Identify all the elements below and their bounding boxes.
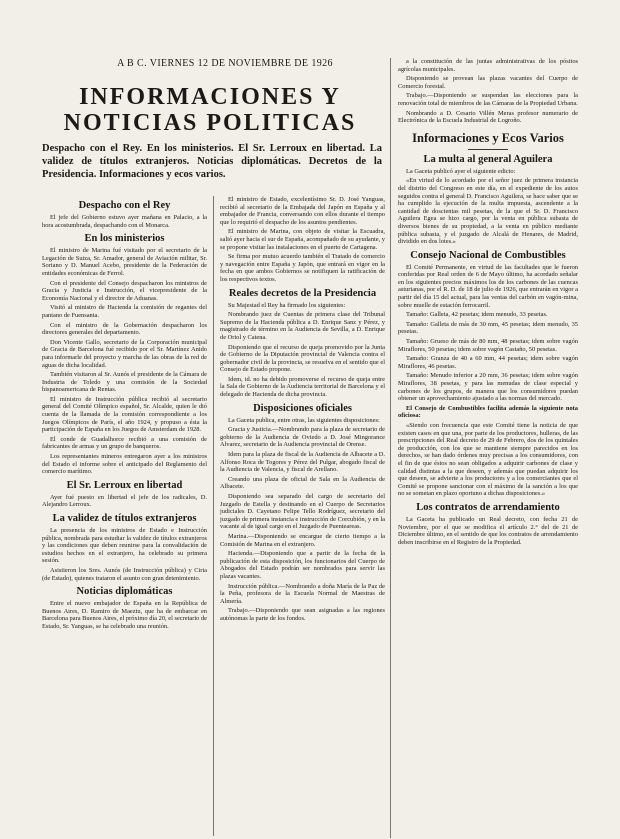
paragraph: Entre el nuevo embajador de España en la República de Buenos Aires, D. Ramiro de Maeztu, que ha de embarcar en Barcelona para Buenos Aires, el próximo día 20, el secretario de Estado, Sr. Yanguas, se ha celebrado una reunión. (42, 600, 207, 630)
paragraph: a la constitución de las juntas administrativas de los pósitos agrícolas municipales. (398, 58, 578, 73)
paragraph: La Gaceta publicó ayer el siguiente edicto: (406, 167, 516, 175)
paragraph: Disponiendo que el recurso de queja promovido por la Junta de Gobierno de la Diputación provincial de Valencia contra el gobernador civil de la provincia, se resuelva en el sentido que el Consejo de Estado propone. (220, 343, 385, 374)
paragraph: Se firma por mutuo acuerdo también el Tratado de comercio y navegación entre España y Japón, que entrará en vigor en la fecha en que ambos Gobiernos se notifiquen la ratificación de los respectivos textos. (220, 253, 385, 283)
paragraph: Disponiendo se provean las plazas vacantes del Cuerpo de Comercio forestal. (398, 75, 578, 90)
section-title: La validez de títulos extranjeros (52, 513, 197, 524)
paragraph: La Gaceta ha publicado un Real decreto, con fecha 21 de Noviembre, por el que se modifica el artículo 2.° del de 21 de Diciembre último, en el sentido de que los contratos de arrendamiento deben inscribirse en el Registro de la Propiedad. (398, 515, 578, 546)
paragraph: El ministro de Instrucción pública recibió al secretario general del Comité Olímpico español, Sr. Alcalde, quien le dió cuenta de la llamada de la comisión correspondiente a los Juegos Olímpicos de París, el año 1924, y propuso a ésta la participación de España en los Juegos de Amsterdam de 1928. (42, 395, 207, 434)
paragraph: Visitó al ministro de Hacienda la comisión de regantes del pantano de Fuensanta. (42, 304, 207, 319)
paragraph: El ministro de Estado, excelentísimo Sr. D. José Yanguas, recibió al secretario de la Embajada del Japón en España y al embajador de Francia, conversando con ellos durante el tiempo que lo requirió el despacho de los asuntos pendientes. (220, 196, 385, 226)
paragraph: Asistieron los Sres. Aunós (de Instrucción pública) y Ciria (de Estado), quienes trataron el asunto con gran detenimiento. (42, 566, 207, 582)
column-3 (398, 58, 578, 838)
paragraph: «En virtud de lo acordado por el señor juez de primera instancia del distrito del Congreso en este día, en el expediente de los autos seguidos contra el general D. Francisco Aguilera, se hace saber que se ha cumplido la ejecución de la multa impuesta, ascendente a la cantidad de doscientas mil pesetas, de la que el Sr. D. Francisco Aguilera Egea se hizo cargo, por la venta en pública subasta de diversos bienes de su propiedad, a la venta en público mediante pública subasta, y el juzgado de Alcalá de Henares, de Madrid, dividido en dos lotes.» (398, 177, 578, 246)
divider (468, 149, 508, 150)
paragraph: Tamaño: Granza de 40 a 60 mm, 44 pesetas; idem sobre vagón Miraflores, 46 pesetas. (398, 355, 578, 370)
paragraph: El jefe del Gobierno estuvo ayer mañana en Palacio, a la hora acostumbrada, despachando con el Monarca. (42, 214, 207, 229)
headline: INFORMACIONES Y NOTICIAS POLITICAS (63, 84, 357, 136)
paragraph: El Consejo de Combustibles facilita además la siguiente nota oficiosa: (398, 404, 578, 420)
section-title: Disposiciones oficiales (253, 402, 352, 414)
paragraph: Tamaño: Menudo inferior a 20 mm, 36 pesetas; idem sobre vagón Miraflores, 38 pesetas, y para las menudas de clase especial y carbones de los grupos, de manera que los consumidores puedan obtener un aprovechamiento ajustado a las normas del mercado. (398, 372, 578, 403)
dateline: A B C. VIERNES 12 DE NOVIEMBRE DE 1926 (117, 58, 333, 69)
paragraph: Con el presidente del Consejo despacharon los ministros de Gracia y Justicia e Instrucción, el vicepresidente de la Economía Nacional y el director de Aduanas. (42, 279, 207, 302)
paragraph: Idem, id. no ha debido promoverse el recurso de queja entre la Sala de Gobierno de la Audiencia territorial de Barcelona y el delegado de Hacienda de dicha provincia. (220, 375, 385, 399)
paragraph: Creando una plaza de oficial de Sala en la Audiencia de Albacete. (220, 475, 385, 491)
section-title: El Sr. Lerroux en libertad (66, 479, 183, 491)
paragraph: Instrucción pública.—Nombrando a doña María de la Paz de la Peña, profesora de la Escuela Normal de Maestras de Almería. (220, 582, 385, 605)
section-title: Los contratos de arrendamiento (416, 501, 560, 513)
paragraph: Nombrando a D. Cesario Villén Meras profesor numerario de Electrónica de la Escuela Industrial de Logroño. (398, 109, 578, 125)
paragraph: El conde de Guadalhorce recibió a una comisión de fabricantes de armas y un grupo de banqueros. (42, 435, 207, 451)
paragraph: Su Majestad el Rey ha firmado los siguientes: (228, 301, 346, 309)
paragraph: Nombrando juez de Cuentas de primera clase del Tribunal Supremo de la Hacienda pública a D. Enrique Sanz y Pérez, y magistrado de término en la Audiencia de Sevilla, a D. Enrique de Oriol y Catena. (220, 311, 385, 341)
section-title: Informaciones y Ecos Varios (412, 130, 564, 145)
paragraph: También visitaron al Sr. Aunós el presidente de la Cámara de Industria de Toledo y una comisión de la Sociedad hispanoamericana de Rentas. (42, 371, 207, 394)
section-title: Noticias diplomáticas (76, 586, 173, 598)
subheadline: Despacho con el Rey. En los ministerios. El Sr. Lerroux en libertad. La validez de títulos extranjeros. Noticias diplomáticas. Decretos de la Presidencia. Informaciones y ecos varios. (42, 143, 382, 180)
paragraph: Disponiendo sea separado del cargo de secretario del Juzgado de Estella y destinando en el Cuerpo de Secretarios judiciales D. Cayetano Felipe Tello Rodríguez, secretario del juzgado de primera instancia e instrucción de Corcubión, y en la vacante al de igual cargo en el Juzgado de Puenteareas. (220, 493, 385, 531)
section-title: En los ministerios (84, 233, 165, 245)
section-title: Reales decretos de la Presidencia (228, 287, 377, 299)
paragraph: «Siendo con frecuencia que este Comité tiene la noticia de que existen casos en que una, por parte de los productores, hulleras, de las prescripciones del Real decreto de 29 de Febrero, dos de los quintales de producción, con los que se mantiene siempre parecidos en los derechos, se han dado órdenes muy precisas a los consumidores, con el fin de que éstos no sean obligados a adquirir carbones de clase y calidad distintas a la que deseen, y además que puedan adquirir los que deseen, se advierte a los productores y a los comerciantes que el Comité se propone sancionar con el máximo de la sanción a los que no se sometan en plazo oportuno a dichas disposiciones.» (398, 421, 578, 498)
paragraph: Tamaño: Grueso de más de 80 mm, 48 pesetas; idem sobre vagón Miraflores, 50 pesetas; idem sobre vagón Castaño, 50 pesetas. (398, 338, 578, 353)
paragraph: El Comité Permanente, en virtud de las facultades que le fueron conferidas por Real orden de 6 de Mayo último, ha acordado señalar en los siguientes precios máximos los de los carbones de las cuencas asturianas, por el R. D. de 18 de julio de 1926, que entrarán en vigor a partir del día 15 del actual, para las ventas del carbón en vagón-mina, sobre muelle de estación ferrocarril. (398, 263, 578, 309)
paragraph: La presencia de los ministros de Estado e Instrucción pública, nombrada para estudiar la validez de títulos extranjeros y las condiciones que deben reunirse para la convalidación de estudios hechos en el extranjero, ha celebrado su primera sesión. (42, 527, 207, 565)
column-1 (42, 196, 207, 836)
column-2 (220, 196, 385, 836)
paragraph: Marina.—Disponiendo se encargue de cierto tiempo a la Comisión de Marina en el extranjero. (220, 532, 385, 548)
paragraph: Don Vicente Gallo, secretario de la Corporación municipal de Gracia de Barcelona fué recibido por el Sr. Martínez Anido para informarle del proyecto y marcha de las obras de la red de aguas de dicha localidad. (42, 338, 207, 369)
paragraph: El ministro de Marina, con objeto de visitar la Escuadra, salió ayer hacia el sur de España, acompañado de su ayudante, y se propone visitar las instalaciones en el puerto de Cartagena. (220, 228, 385, 251)
paragraph: Gracia y Justicia.—Nombrando para la plaza de secretario de gobierno de la Audiencia de Oviedo a D. José Mingorance Alvarez, secretario de la Audiencia provincial de Orense. (220, 426, 385, 449)
column-divider (213, 196, 214, 836)
paragraph: Idem para la plaza de fiscal de la Audiencia de Albacete a D. Alfonso Roca de Togores y Pérez del Pulgar, abogado fiscal de la Audiencia de Valencia, y fiscal de Arellano. (220, 451, 385, 474)
paragraph: Trabajo.—Disponiendo que sean asignadas a las regiones autónomas la parte de los fondos. (220, 607, 385, 622)
section-title: Despacho con el Rey (78, 200, 171, 211)
paragraph: Trabajo.—Disponiendo se suspendan las elecciones para la renovación total de miembros de las Cámaras de la Propiedad Urbana. (398, 92, 578, 107)
section-title: Consejo Nacional de Combustibles (410, 249, 566, 261)
paragraph: La Gaceta publica, entre otras, las siguientes disposiciones: (228, 416, 380, 424)
column-divider (390, 58, 391, 838)
paragraph: Hacienda.—Disponiendo que a partir de la fecha de la publicación de esta disposición, los funcionarios del Cuerpo de Abogados del Estado podrán ser nombrados para servir las plazas vacantes. (220, 550, 385, 580)
paragraph: Los representantes mineros entregaron ayer a los ministros del Estado el informe sobre el anticipado del Reglamento del comercio marítimo. (42, 453, 207, 476)
paragraph: Tamaño: Galleta, 42 pesetas; idem menudo, 33 pesetas. (406, 311, 548, 319)
paragraph: Ayer fué puesto en libertad el jefe de los radicales, D. Alejandro Lerroux. (42, 493, 207, 509)
paragraph: Tamaño: Galleta de más de 30 mm, 45 pesetas; idem menudo, 35 pesetas. (398, 320, 578, 336)
paragraph: El ministro de Marina fué visitado por el secretario de la Legación de Suiza, Sr. Amador, general de Aviación militar, Sr. Soriano y D. Manuel Acebo, presidente de la Federación de entidades económicas de Ferrol. (42, 247, 207, 277)
section-title: La multa al general Aguilera (423, 153, 553, 165)
paragraph: Con el ministro de la Gobernación despacharon los directores generales del departamento. (42, 321, 207, 337)
